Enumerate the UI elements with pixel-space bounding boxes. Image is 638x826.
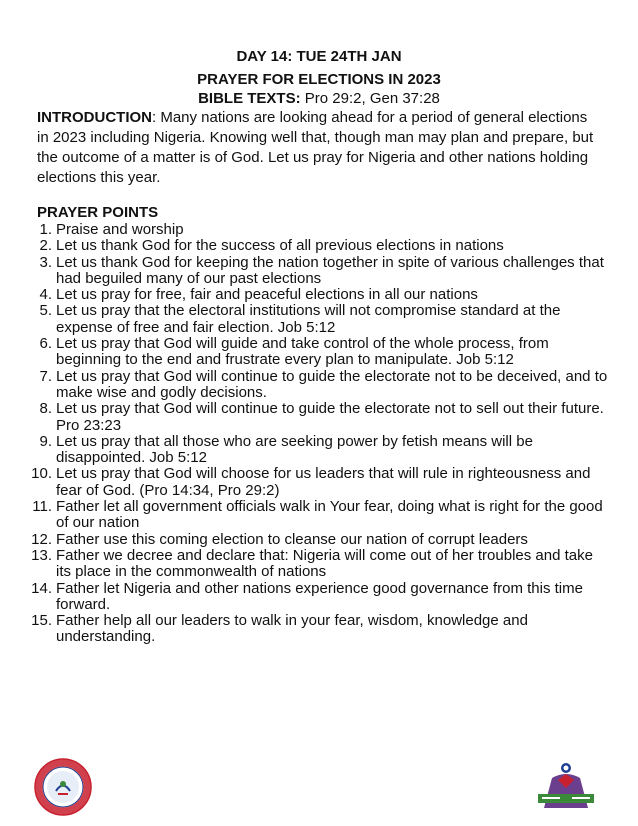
prayer-point-number: 2. <box>39 237 52 255</box>
prayer-points-list <box>20 222 610 646</box>
prayer-point-number: 8. <box>39 400 52 418</box>
prayer-point-text: Let us pray that God will continue to guide the electorate not to sell out their future. Pro 23:23 <box>56 400 604 434</box>
prayer-point-text: Father help all our leaders to walk in your fear, wisdom, knowledge and understanding. <box>56 612 528 646</box>
prayer-point-number: 10. <box>31 465 52 483</box>
prayer-point-number: 15. <box>31 612 52 630</box>
prayer-point-text: Let us pray that God will choose for us leaders that will rule in righteousness and fear of God. (Pro 14:34, Pro 29:2) <box>56 465 591 499</box>
prayer-point-text: Praise and worship <box>56 221 184 238</box>
prayer-point-item <box>20 303 610 336</box>
prayer-point-number: 14. <box>31 579 52 597</box>
prayer-point-item <box>20 369 610 402</box>
prayer-point-text: Father let Nigeria and other nations experience good governance from this time forward. <box>56 579 583 613</box>
prayer-point-number: 9. <box>39 432 52 450</box>
prayer-point-item <box>20 255 610 288</box>
introduction-text: : Many nations are looking ahead for a period of general elections in 2023 including Nigeria. Knowing well that, though man may plan and prepare, but the outcome of a matter is of God. Let us pray for Nigeria and other nations holding elections this year. <box>37 109 594 186</box>
prayer-point-text: Let us pray that God will continue to guide the electorate not to be deceived, and to make wise and godly decisions. <box>56 367 608 401</box>
prayer-point-number: 7. <box>39 367 52 385</box>
prayer-point-number: 13. <box>31 546 52 564</box>
prayer-point-item <box>20 613 610 646</box>
prayer-point-number: 5. <box>39 302 52 320</box>
prayer-point-item <box>20 401 610 434</box>
prayer-point-text: Let us pray that God will guide and take control of the whole process, from beginning to the end and frustrate every plan to manipulate. Job 5:12 <box>56 335 549 369</box>
bible-texts-refs: Pro 29:2, Gen 37:28 <box>304 90 440 107</box>
prayer-point-item <box>20 238 610 254</box>
prayer-point-item <box>20 581 610 614</box>
prayer-point-item <box>20 222 610 238</box>
prayer-point-text: Let us thank God for keeping the nation together in spite of various challenges that had beguiled many of our past elections <box>56 253 604 287</box>
prayer-point-text: Let us pray that the electoral institutions will not compromise standard at the expense of free and fair election. Job 5:12 <box>56 302 561 336</box>
prayer-point-text: Father use this coming election to cleanse our nation of corrupt leaders <box>56 530 528 548</box>
introduction-paragraph <box>37 108 602 188</box>
prayer-point-item <box>20 434 610 467</box>
prayer-point-item <box>20 287 610 303</box>
introduction-label: INTRODUCTION <box>37 109 152 126</box>
prayer-point-item <box>20 336 610 369</box>
prayer-point-text: Father let all government officials walk in Your fear, doing what is right for the good of our nation <box>56 498 603 532</box>
prayer-point-number: 12. <box>31 530 52 548</box>
prayer-point-number: 6. <box>39 335 52 353</box>
prayer-point-text: Let us thank God for the success of all previous elections in nations <box>56 237 504 255</box>
prayer-point-number: 3. <box>39 253 52 271</box>
prayer-points-heading: PRAYER POINTS <box>37 204 159 221</box>
bible-texts-label: BIBLE TEXTS: <box>198 90 301 107</box>
prayer-point-text: Let us pray that all those who are seeking power by fetish means will be disappointed. Job 5:12 <box>56 432 533 467</box>
prayer-point-text: Father we decree and declare that: Nigeria will come out of her troubles and take its place in the commonwealth of nations <box>56 546 593 581</box>
prayer-point-item <box>20 466 610 499</box>
prayer-point-number: 4. <box>39 286 52 304</box>
day-heading: DAY 14: TUE 24TH JAN <box>236 48 402 65</box>
prayer-point-item <box>20 532 610 548</box>
prayer-point-number: 1. <box>39 221 52 238</box>
prayer-point-text: Let us pray for free, fair and peaceful elections in all our nations <box>56 286 478 304</box>
page-title: PRAYER FOR ELECTIONS IN 2023 <box>197 71 441 88</box>
prayer-point-item <box>20 499 610 532</box>
bible-texts <box>0 89 638 108</box>
prayer-logo <box>534 760 598 812</box>
prayer-point-item <box>20 548 610 581</box>
rccg-logo <box>34 758 92 816</box>
prayer-point-number: 11. <box>32 498 52 516</box>
